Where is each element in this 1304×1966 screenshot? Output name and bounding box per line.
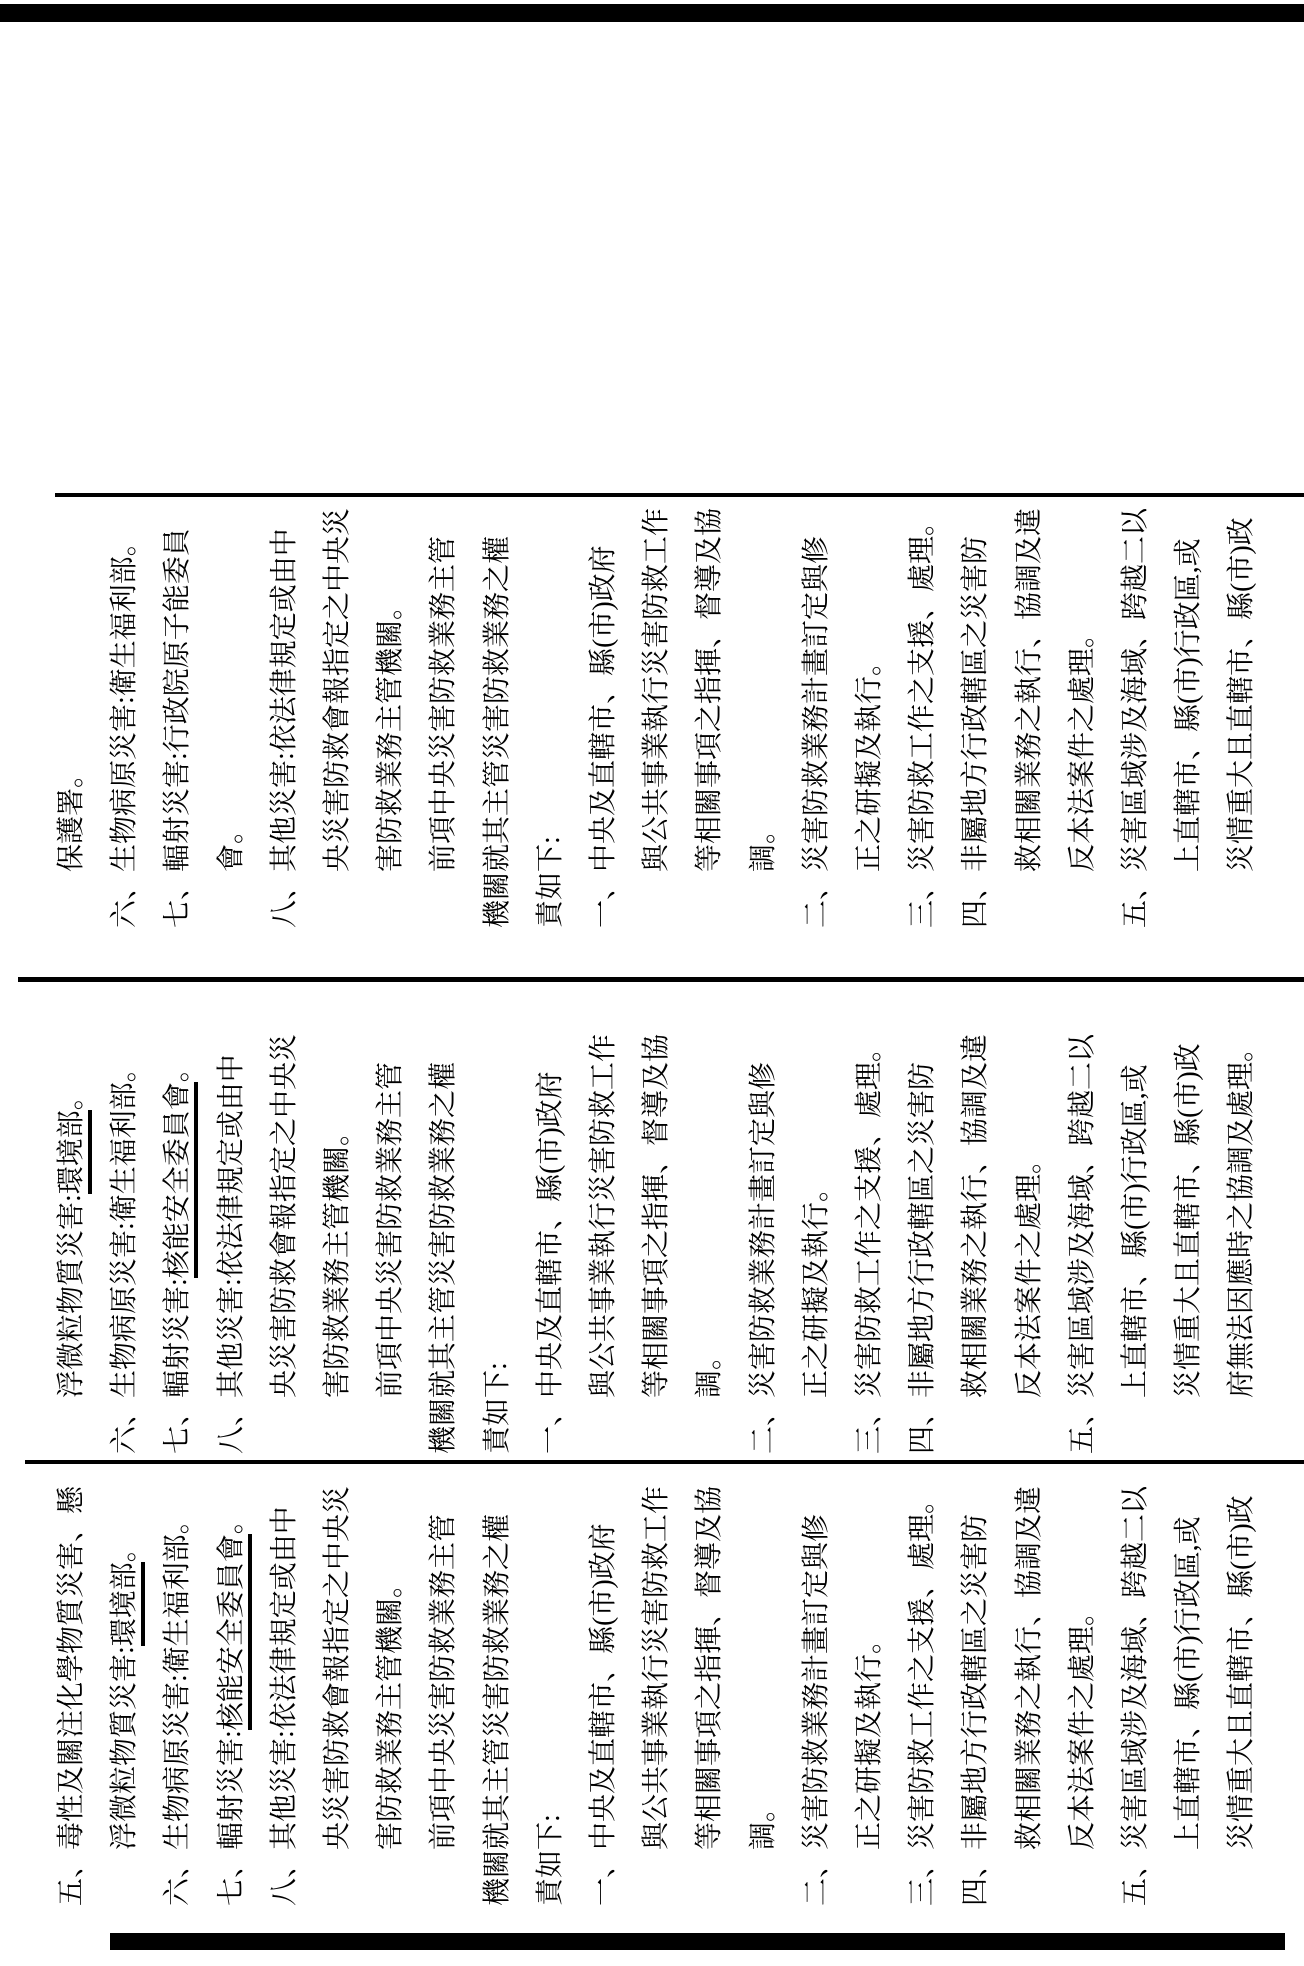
text-segment: 機關就其主管災害防救業務之權 xyxy=(428,1061,460,1454)
text-segment: 六、生物病原災害:衛生福利部。 xyxy=(109,528,141,928)
text-line xyxy=(642,1486,671,1850)
text-segment: 五、災害區域涉及海域、跨越二以 xyxy=(1120,1485,1151,1906)
text-segment: 三、災害防救工作之支援、處理。 xyxy=(854,1033,885,1454)
text-segment: 與公共事業執行災害防救工作 xyxy=(641,507,673,872)
text-segment: 三、災害防救工作之支援、處理。 xyxy=(907,507,939,928)
text-line xyxy=(589,1523,618,1906)
text-segment: 五、災害區域涉及海域、跨越二以 xyxy=(1066,1033,1098,1454)
text-line xyxy=(1068,620,1097,872)
text-line xyxy=(802,1514,831,1906)
text-segment: 四、非屬地方行政轄區之災害防 xyxy=(960,535,992,928)
text-line xyxy=(483,536,512,928)
text-line xyxy=(589,545,618,928)
text-segment: 機關就其主管災害防救業務之權 xyxy=(481,1513,513,1906)
text-line xyxy=(1174,538,1203,872)
text-line xyxy=(536,836,565,928)
text-segment: 上直轄市、縣(市)行政區,或 xyxy=(1120,1064,1151,1398)
text-line xyxy=(163,1054,192,1454)
text-segment: 浮微粒物質災害: xyxy=(56,1194,87,1398)
text-segment: 五、毒性及關注化學物質災害、懸 xyxy=(56,1485,87,1906)
text-segment: 。 xyxy=(109,1534,141,1563)
text-line xyxy=(57,1486,86,1906)
text-segment: 一、中央及直轄市、縣(市)政府 xyxy=(588,1523,619,1906)
text-segment: 正之研擬及執行。 xyxy=(800,1173,832,1398)
underlined-amendment-text: 環境部 xyxy=(109,1562,145,1646)
text-segment: 七、輻射災害: xyxy=(215,1730,247,1906)
text-line xyxy=(376,1570,405,1850)
text-segment: 反本法案件之處理。 xyxy=(1013,1145,1045,1398)
text-line xyxy=(695,1486,724,1850)
underlined-amendment-text: 環境部 xyxy=(56,1110,92,1194)
text-column-amended-b xyxy=(0,1436,1304,1906)
text-line xyxy=(110,1534,139,1850)
text-segment: 央災害防救會報指定之中央災 xyxy=(268,1033,300,1398)
text-segment: 害防救業務主管機關。 xyxy=(375,591,407,872)
text-line xyxy=(270,1034,299,1398)
text-line xyxy=(908,1062,937,1454)
text-segment: 與公共事業執行災害防救工作 xyxy=(641,1485,673,1850)
text-line xyxy=(642,1034,671,1398)
text-segment: 八、其他災害:依法律規定或由中 xyxy=(268,528,300,928)
text-segment: 前項中央災害防救業務主管 xyxy=(428,1513,460,1850)
text-segment: 上直轄市、縣(市)行政區,或 xyxy=(1173,538,1205,872)
text-line xyxy=(57,1082,86,1398)
text-line xyxy=(695,508,724,872)
text-segment: 保護署。 xyxy=(56,759,87,872)
text-line xyxy=(163,1506,192,1906)
text-segment: 二、災害防救業務計畫訂定與修 xyxy=(747,1061,779,1454)
text-segment: 災情重大且直轄市、縣(市)政 xyxy=(1173,1043,1205,1398)
text-line xyxy=(483,1514,512,1906)
text-segment: 。 xyxy=(56,1082,87,1111)
table-outer-border-bottom xyxy=(110,1933,1285,1950)
text-line xyxy=(429,1062,458,1454)
text-line xyxy=(1015,1146,1044,1398)
text-segment: 上直轄市、縣(市)行政區,或 xyxy=(1173,1516,1205,1850)
text-segment: 災情重大且直轄市、縣(市)政 xyxy=(1226,517,1258,872)
text-segment: 二、災害防救業務計畫訂定與修 xyxy=(800,535,832,928)
text-segment: 央災害防救會報指定之中央災 xyxy=(322,507,353,872)
text-line xyxy=(429,1514,458,1850)
text-segment: 調。 xyxy=(747,815,779,872)
text-segment: 二、災害防救業務計畫訂定與修 xyxy=(800,1513,832,1906)
text-line xyxy=(217,1054,246,1454)
text-line xyxy=(1015,508,1044,872)
text-line xyxy=(961,1034,990,1398)
text-line xyxy=(855,1034,884,1454)
text-line xyxy=(802,536,831,928)
text-segment: 四、非屬地方行政轄區之災害防 xyxy=(960,1513,992,1906)
text-line xyxy=(376,1062,405,1398)
text-segment: 八、其他災害:依法律規定或由中 xyxy=(268,1506,300,1906)
text-segment: 救相關業務之執行、協調及違 xyxy=(1013,1485,1045,1850)
text-line xyxy=(802,1174,831,1398)
text-line xyxy=(270,528,299,928)
text-segment: 前項中央災害防救業務主管 xyxy=(375,1061,407,1398)
text-line xyxy=(961,536,990,928)
text-segment: 調。 xyxy=(694,1341,726,1398)
text-line xyxy=(1068,1598,1097,1850)
text-line xyxy=(749,1062,778,1454)
text-line xyxy=(1068,1034,1097,1454)
text-segment: 等相關事項之指揮、督導及協 xyxy=(694,507,726,872)
text-segment: 六、生物病原災害:衛生福利部。 xyxy=(109,1054,141,1454)
text-segment: 救相關業務之執行、協調及違 xyxy=(1013,507,1045,872)
text-line xyxy=(376,592,405,872)
text-line xyxy=(57,760,86,872)
text-segment: 反本法案件之處理。 xyxy=(1066,1597,1098,1850)
text-segment: 三、災害防救工作之支援、處理。 xyxy=(907,1485,939,1906)
text-line xyxy=(270,1506,299,1906)
text-line xyxy=(695,1342,724,1398)
text-line xyxy=(323,1118,352,1398)
text-segment: 府無法因應時之協調及處理。 xyxy=(1226,1033,1258,1398)
text-segment: 等相關事項之指揮、督導及協 xyxy=(694,1485,726,1850)
text-line xyxy=(855,1626,884,1850)
text-segment: 害防救業務主管機關。 xyxy=(322,1117,353,1398)
text-segment: 等相關事項之指揮、督導及協 xyxy=(641,1033,673,1398)
text-line xyxy=(1174,1516,1203,1850)
text-segment: 央災害防救會報指定之中央災 xyxy=(322,1485,353,1850)
text-segment: 正之研擬及執行。 xyxy=(854,647,885,872)
text-segment: 救相關業務之執行、協調及違 xyxy=(960,1033,992,1398)
text-line xyxy=(1174,1043,1203,1398)
text-segment: 。 xyxy=(162,1054,194,1083)
text-segment: 七、輻射災害: xyxy=(162,1278,194,1454)
text-segment: 責如下: xyxy=(534,1814,566,1906)
text-line xyxy=(429,536,458,872)
text-line xyxy=(536,1814,565,1906)
text-line xyxy=(1227,517,1256,872)
text-line xyxy=(1121,508,1150,928)
text-segment: 五、災害區域涉及海域、跨越二以 xyxy=(1120,507,1151,928)
text-line xyxy=(1015,1486,1044,1850)
text-line xyxy=(110,1054,139,1454)
text-line xyxy=(1121,1064,1150,1398)
underlined-amendment-text: 核能安全委員會 xyxy=(162,1082,198,1278)
text-column-current-law xyxy=(0,458,1304,928)
text-line xyxy=(536,1071,565,1454)
text-segment: 六、生物病原災害:衛生福利部。 xyxy=(162,1506,194,1906)
text-line xyxy=(749,816,778,872)
text-line xyxy=(217,816,246,872)
text-segment: 災情重大且直轄市、縣(市)政 xyxy=(1226,1495,1258,1850)
text-line xyxy=(855,648,884,872)
text-segment: 浮微粒物質災害: xyxy=(109,1646,141,1850)
text-line xyxy=(1227,1495,1256,1850)
text-segment: 反本法案件之處理。 xyxy=(1066,619,1098,872)
column-divider-2 xyxy=(18,977,1304,982)
text-line xyxy=(908,1486,937,1906)
underlined-amendment-text: 核能安全委員會 xyxy=(216,1534,252,1730)
text-line xyxy=(323,508,352,872)
text-segment: 四、非屬地方行政轄區之災害防 xyxy=(907,1061,939,1454)
table-outer-border-top xyxy=(0,4,1304,22)
text-segment: 調。 xyxy=(747,1793,779,1850)
text-segment: 責如下: xyxy=(534,836,566,928)
text-segment: 一、中央及直轄市、縣(市)政府 xyxy=(588,545,619,928)
text-line xyxy=(908,508,937,928)
text-segment: 會。 xyxy=(215,815,247,872)
text-line xyxy=(749,1794,778,1850)
text-segment: 責如下: xyxy=(481,1362,513,1454)
text-line xyxy=(1227,1034,1256,1398)
text-line xyxy=(961,1514,990,1906)
text-segment: 。 xyxy=(215,1506,247,1535)
text-segment: 正之研擬及執行。 xyxy=(854,1625,885,1850)
text-line xyxy=(163,528,192,928)
text-line xyxy=(217,1506,246,1906)
text-column-amended-a xyxy=(0,984,1304,1454)
text-segment: 害防救業務主管機關。 xyxy=(375,1569,407,1850)
text-segment: 八、其他災害:依法律規定或由中 xyxy=(215,1054,247,1454)
text-segment: 七、輻射災害:行政院原子能委員 xyxy=(162,528,194,928)
text-segment: 機關就其主管災害防救業務之權 xyxy=(481,535,513,928)
text-line xyxy=(589,1034,618,1398)
text-line xyxy=(323,1486,352,1850)
text-segment: 一、中央及直轄市、縣(市)政府 xyxy=(534,1071,566,1454)
text-segment: 前項中央災害防救業務主管 xyxy=(428,535,460,872)
text-line xyxy=(110,528,139,928)
text-line xyxy=(642,508,671,872)
text-line xyxy=(1121,1486,1150,1906)
text-segment: 與公共事業執行災害防救工作 xyxy=(588,1033,619,1398)
